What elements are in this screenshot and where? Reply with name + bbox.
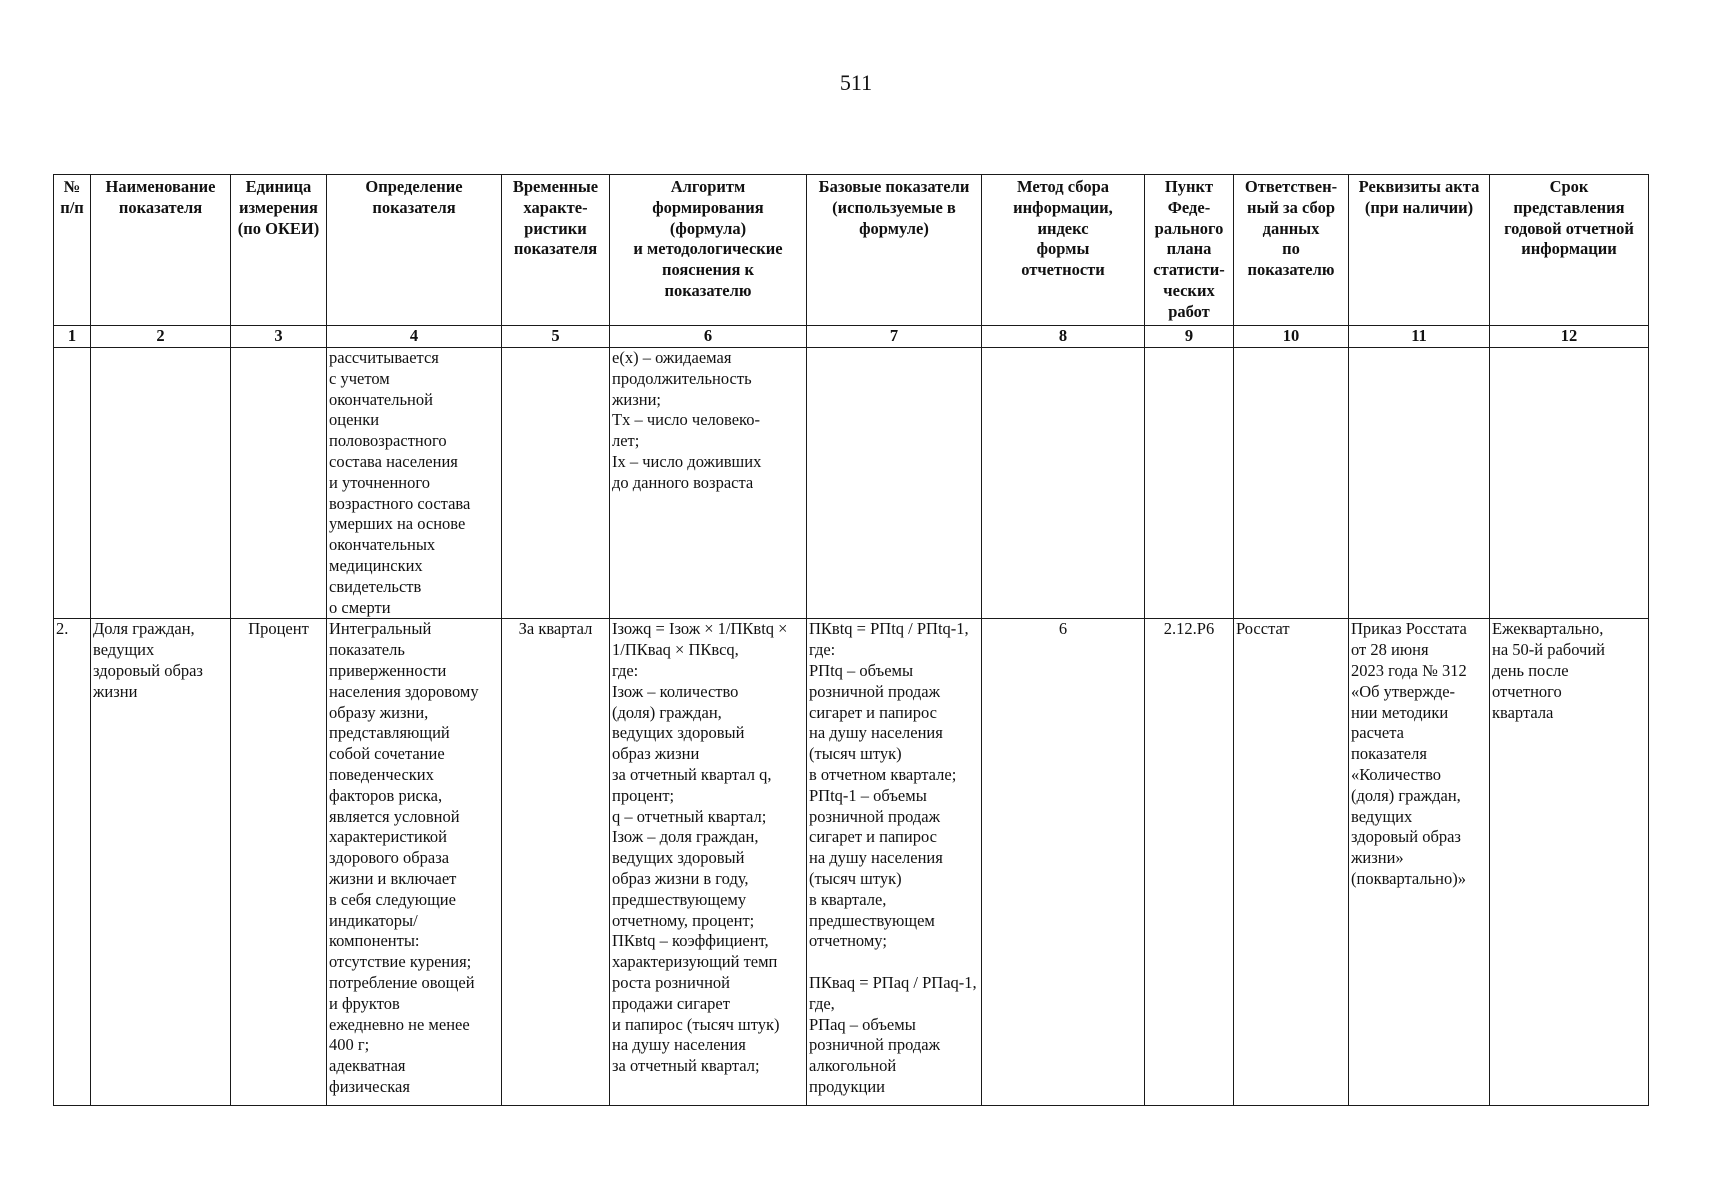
cell-unit: Процент bbox=[231, 619, 327, 1106]
header-cell-1: № п/п bbox=[54, 175, 91, 326]
header-cell-4: Определение показателя bbox=[327, 175, 502, 326]
header-cell-2: Наименование показателя bbox=[91, 175, 231, 326]
cell-act-details: Приказ Росстата от 28 июня 2023 года № 312 «Об утвержде- нии методики расчета показателя «Количество (доля) граждан, ведущих здоровый образ жизни» (поквартально)» bbox=[1349, 619, 1490, 1106]
cell-time-characteristics bbox=[502, 348, 610, 619]
indicators-table bbox=[53, 174, 1649, 1106]
cell-indicator-name: Доля граждан, ведущих здоровый образ жизни bbox=[91, 619, 231, 1106]
header-cell-3: Единица измерения (по ОКЕИ) bbox=[231, 175, 327, 326]
header-cell-8: Метод сбора информации, индекс формы отчетности bbox=[982, 175, 1145, 326]
cell-number: 2. bbox=[54, 619, 91, 1106]
cell-time-characteristics: За квартал bbox=[502, 619, 610, 1106]
column-number: 1 bbox=[54, 326, 91, 348]
cell-algorithm: e(x) – ожидаемая продолжительность жизни; Tx – число человеко- лет; Ix – число доживших до данного возраста bbox=[610, 348, 807, 619]
column-number: 10 bbox=[1234, 326, 1349, 348]
header-row bbox=[54, 175, 1649, 326]
column-number: 5 bbox=[502, 326, 610, 348]
table-row bbox=[54, 348, 1649, 619]
header-cell-9: Пункт Феде- рального плана статисти- ческих работ bbox=[1145, 175, 1234, 326]
column-number: 4 bbox=[327, 326, 502, 348]
column-number: 12 bbox=[1490, 326, 1649, 348]
cell-number bbox=[54, 348, 91, 619]
header-cell-12: Срок представления годовой отчетной информации bbox=[1490, 175, 1649, 326]
cell-definition: рассчитывается с учетом окончательной оценки половозрастного состава населения и уточненного возрастного состава умерших на основе окончательных медицинских свидетельств о смерти bbox=[327, 348, 502, 619]
column-number: 8 bbox=[982, 326, 1145, 348]
page-number: 511 bbox=[839, 70, 873, 95]
header-cell-11: Реквизиты акта (при наличии) bbox=[1349, 175, 1490, 326]
cell-indicator-name bbox=[91, 348, 231, 619]
cell-base-indicators: ПКвtq = РПtq / РПtq-1, где: РПtq – объемы розничной продаж сигарет и папирос на душу населения (тысяч штук) в отчетном квартале; РПtq-1 – объемы розничной продаж сигарет и папирос на душу населения (тысяч штук) в квартале, предшествующем отчетному; ПКваq = РПaq / РПaq-1, где, РПaq – объемы розничной продаж алкогольной продукции bbox=[807, 619, 982, 1106]
cell-deadline bbox=[1490, 348, 1649, 619]
cell-collection-method: 6 bbox=[982, 619, 1145, 1106]
cell-algorithm: Iзожq = Iзож × 1/ПКвtq × 1/ПКваq × ПКвсq, где: Iзож – количество (доля) граждан, ведущих здоровый образ жизни за отчетный квартал q, процент; q – отчетный квартал; Iзож – доля граждан, ведущих здоровый образ жизни в году, предшествующему отчетному, процент; ПКвtq – коэффициент, характеризующий темп роста розничной продажи сигарет и папирос (тысяч штук) на душу населения за отчетный квартал; bbox=[610, 619, 807, 1106]
column-number: 2 bbox=[91, 326, 231, 348]
header-cell-7: Базовые показатели (используемые в формуле) bbox=[807, 175, 982, 326]
column-number: 11 bbox=[1349, 326, 1490, 348]
header-cell-6: Алгоритм формирования (формула) и методологические пояснения к показателю bbox=[610, 175, 807, 326]
cell-responsible: Росстат bbox=[1234, 619, 1349, 1106]
cell-unit bbox=[231, 348, 327, 619]
column-number-row bbox=[54, 326, 1649, 348]
cell-definition: Интегральный показатель приверженности населения здоровому образу жизни, представляющий собой сочетание поведенческих факторов риска, является условной характеристикой здорового образа жизни и включает в себя следующие индикаторы/ компоненты: отсутствие курения; потребление овощей и фруктов ежедневно не менее 400 г; адекватная физическая bbox=[327, 619, 502, 1106]
column-number: 3 bbox=[231, 326, 327, 348]
table-row bbox=[54, 619, 1649, 1106]
cell-responsible bbox=[1234, 348, 1349, 619]
column-number: 6 bbox=[610, 326, 807, 348]
header-cell-5: Временные характе- ристики показателя bbox=[502, 175, 610, 326]
column-number: 9 bbox=[1145, 326, 1234, 348]
header-cell-10: Ответствен- ный за сбор данных по показателю bbox=[1234, 175, 1349, 326]
cell-base-indicators bbox=[807, 348, 982, 619]
cell-act-details bbox=[1349, 348, 1490, 619]
cell-deadline: Ежеквартально, на 50-й рабочий день после отчетного квартала bbox=[1490, 619, 1649, 1106]
cell-federal-plan-item bbox=[1145, 348, 1234, 619]
cell-federal-plan-item: 2.12.Р6 bbox=[1145, 619, 1234, 1106]
cell-collection-method bbox=[982, 348, 1145, 619]
column-number: 7 bbox=[807, 326, 982, 348]
